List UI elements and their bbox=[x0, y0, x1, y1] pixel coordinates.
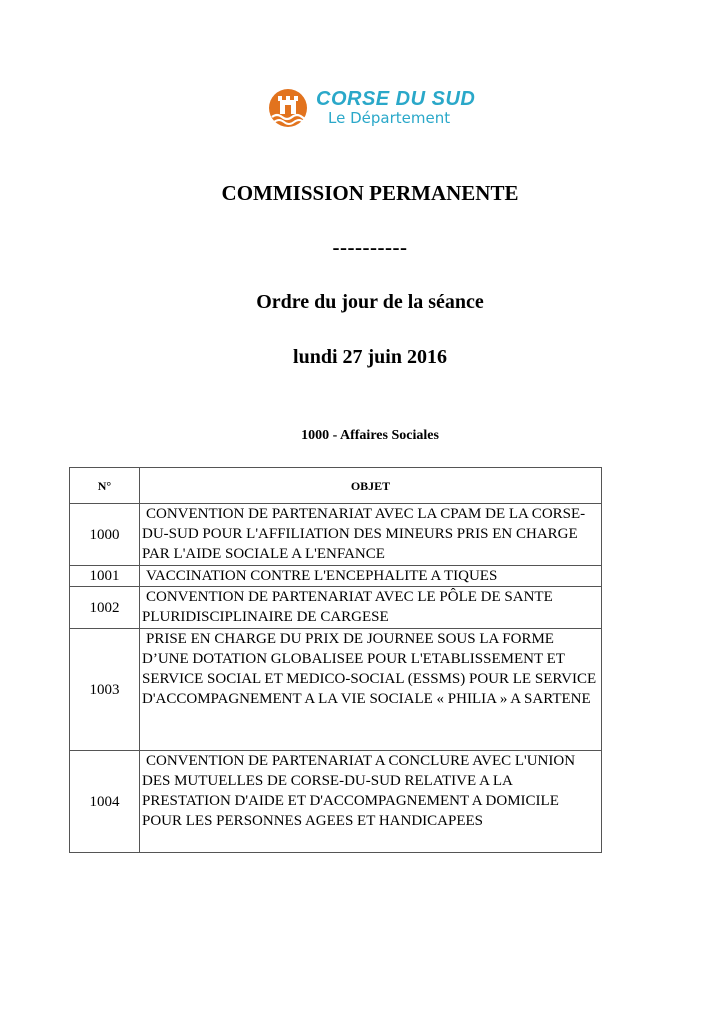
item-object: CONVENTION DE PARTENARIAT AVEC LA CPAM DE LA CORSE-DU-SUD POUR L'AFFILIATION DES MINEURS PRIS EN CHARGE PAR L'AIDE SOCIALE A L'ENFANCE bbox=[142, 506, 586, 562]
session-date: lundi 27 juin 2016 bbox=[293, 346, 447, 368]
agenda-title: Ordre du jour de la séance bbox=[256, 291, 484, 313]
section-title: 1000 - Affaires Sociales bbox=[301, 428, 439, 443]
table-row bbox=[70, 629, 602, 751]
table-row bbox=[70, 504, 602, 566]
item-number: 1000 bbox=[70, 504, 140, 566]
item-number: 1004 bbox=[70, 751, 140, 853]
logo-subtitle: Le Département bbox=[328, 109, 451, 127]
item-number: 1002 bbox=[70, 587, 140, 629]
table-row bbox=[70, 751, 602, 853]
item-object-cell bbox=[140, 504, 602, 566]
department-logo bbox=[266, 88, 476, 132]
item-object: PRISE EN CHARGE DU PRIX DE JOURNEE SOUS LA FORME D’UNE DOTATION GLOBALISEE POUR L'ETABLISSEMENT ET SERVICE SOCIAL ET MEDICO-SOCIAL (ESSMS) POUR LE SERVICE D'ACCOMPAGNEMENT A LA VIE SOCIALE « PHILIA » A SARTENE bbox=[142, 631, 597, 707]
item-object: CONVENTION DE PARTENARIAT A CONCLURE AVEC L'UNION DES MUTUELLES DE CORSE-DU-SUD RELATIVE A LA PRESTATION D'AIDE ET D'ACCOMPAGNEMENT A DOMICILE POUR LES PERSONNES AGEES ET HANDICAPEES bbox=[142, 753, 576, 829]
commission-title: COMMISSION PERMANENTE bbox=[221, 181, 519, 205]
item-object: CONVENTION DE PARTENARIAT AVEC LE PÔLE DE SANTE PLURIDISCIPLINAIRE DE CARGESE bbox=[142, 589, 553, 625]
logo-name: CORSE DU SUD bbox=[316, 88, 476, 110]
table-header-row bbox=[70, 468, 602, 504]
column-header-number: N° bbox=[70, 468, 140, 504]
table-row bbox=[70, 566, 602, 587]
item-object-cell bbox=[140, 587, 602, 629]
item-object: VACCINATION CONTRE L'ENCEPHALITE A TIQUES bbox=[146, 568, 498, 584]
column-header-object: OBJET bbox=[140, 468, 602, 504]
item-number: 1003 bbox=[70, 629, 140, 751]
item-object-cell bbox=[140, 566, 602, 587]
item-object-cell bbox=[140, 751, 602, 853]
table-row bbox=[70, 587, 602, 629]
item-object-cell bbox=[140, 629, 602, 751]
tower-emblem-icon bbox=[266, 88, 312, 128]
title-separator: ---------- bbox=[332, 235, 408, 259]
item-number: 1001 bbox=[70, 566, 140, 587]
agenda-table bbox=[69, 467, 602, 853]
